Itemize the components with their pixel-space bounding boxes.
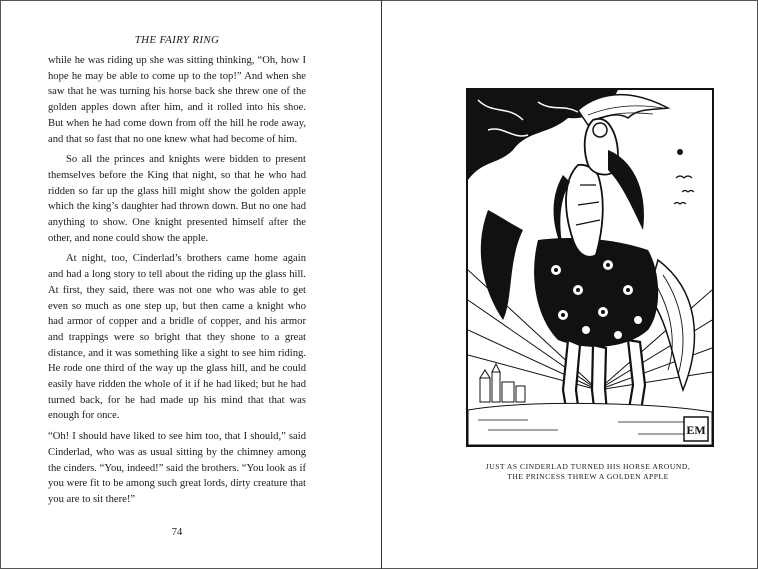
paragraph-1: while he was riding up she was sitting thinking, “Oh, how I hope he may be able to come up to the top!” And when she saw that he was turning his horse back she threw one of the golden apples down after him, and it rolled into his shoe. But when he had come down from off the hill he rode away, and that so fast that no one knew what had become of him. [48,55,306,145]
running-head: THE FAIRY RING [134,34,220,46]
paragraph-2: So all the princes and knights were bidden to present themselves before the King that night, so that he who had ridden so far up the glass hill might show the golden apple which the king’s daughter had thrown down. But no one had anything to show. One knight presented himself after the other, and none could show the apple. [48,154,306,244]
illustrator-monogram: EM [686,423,706,437]
knight-on-horse-illustration [466,88,714,447]
illustration-art [468,90,712,445]
page-number: 74 [171,527,183,538]
illustration-caption [452,462,724,482]
caption-line-2: THE PRINCESS THREW A GOLDEN APPLE [507,472,669,481]
caption-line-1: JUST AS CINDERLAD TURNED HIS HORSE AROUND, [485,462,691,471]
right-page [382,0,758,569]
paragraph-3: At night, too, Cinderlad’s brothers came home again and had a long story to tell about the riding up the glass hill. At first, they said, there was not one who was able to get even so much as one step up, but then came a knight who had armor of copper and a bridle of copper, and his armor and trappings were so bright that they shone to a great distance, and it was something like a sight to see him riding. He rode one third of the way up the glass hill, and he could easily have ridden the whole of it if he had liked; but he had turned back, for he had made up his mind that that was enough for once. [48,253,306,422]
body-text [48,53,306,513]
paragraph-4: “Oh! I should have liked to see him too, that I should,” said Cinderlad, who was as usual sitting by the chimney among the cinders. “You, indeed!” said the brothers. “You look as if you were fit to be among such great lords, dirty creature that you are to sit there!” [48,431,306,505]
